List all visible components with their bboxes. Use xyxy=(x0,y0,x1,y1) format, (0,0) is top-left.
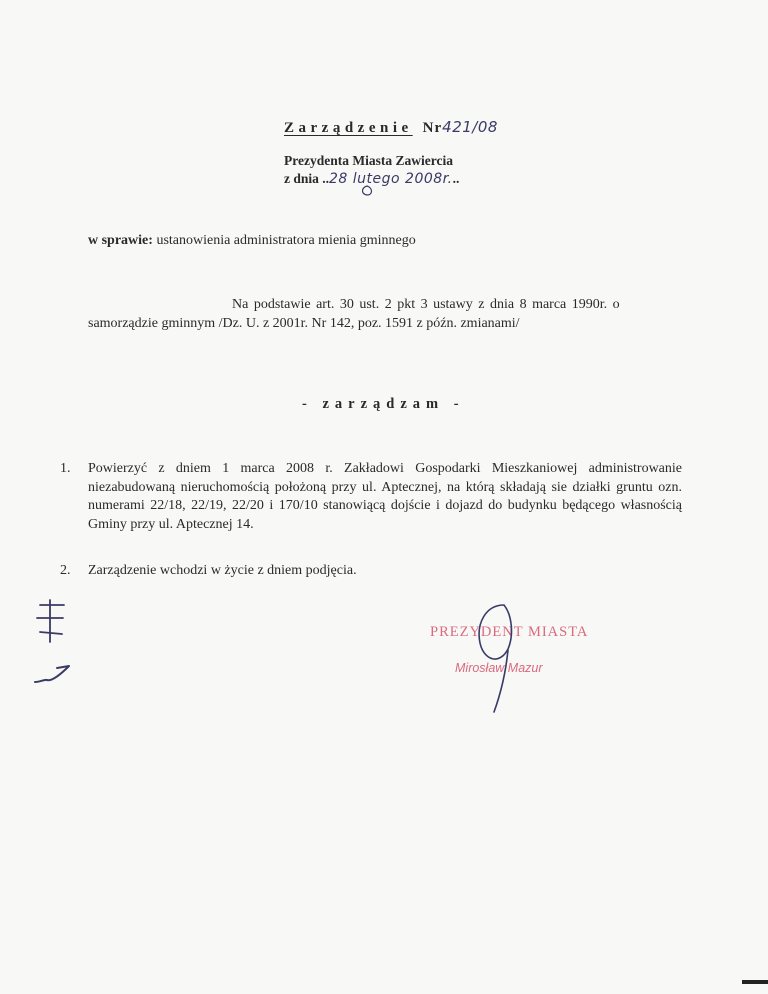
legal-basis-line-1: Na podstawie art. 30 ust. 2 pkt 3 ustawy z dnia 8 marca 1990r. o xyxy=(232,297,620,312)
item-text: Zarządzenie wchodzi w życie z dniem podjęcia. xyxy=(88,563,357,578)
date-label: z dnia xyxy=(284,171,319,186)
margin-mark-bottom xyxy=(35,666,69,682)
item-text: Powierzyć z dniem 1 marca 2008 r. Zakładowi Gospodarki Mieszkaniowej administrowanie niezabudowaną nieruchomością położoną przy ul. Aptecznej, na którą składają sie działki gruntu ozn. numerami 22/18, 22/19, 22/20 i 170/10 stanowiącą dojście i dojazd do budynku będącego własnością Gminy przy ul. Aptecznej 14. xyxy=(88,461,682,532)
subject-label: w sprawie: xyxy=(88,233,153,248)
scan-edge-mark xyxy=(742,980,768,984)
handwritten-date: 28 lutego 2008r. xyxy=(329,171,453,187)
margin-mark-top xyxy=(37,600,64,642)
stamp-title: PREZYDENT MIASTA xyxy=(430,624,589,640)
handwritten-number: 421/08 xyxy=(442,118,498,136)
stamp-name: Mirosław Mazur xyxy=(455,661,543,675)
issuer-line: Prezydenta Miasta Zawiercia xyxy=(284,153,453,168)
date-row: z dnia ..28 lutego 2008r... xyxy=(284,171,460,187)
number-label: Nr xyxy=(422,120,443,136)
item-number: 2. xyxy=(60,563,71,578)
item-number: 1. xyxy=(60,461,71,476)
document-title: Zarządzenie xyxy=(284,120,413,136)
subject-text: ustanowienia administratora mienia gminnego xyxy=(156,233,416,248)
decree-heading: - zarządzam - xyxy=(302,396,465,412)
signature-mark xyxy=(479,605,511,712)
legal-basis-line-2: samorządzie gminnym /Dz. U. z 2001r. Nr 142, poz. 1591 z późn. zmianami/ xyxy=(88,316,520,331)
issuer-loop-mark xyxy=(363,186,372,195)
